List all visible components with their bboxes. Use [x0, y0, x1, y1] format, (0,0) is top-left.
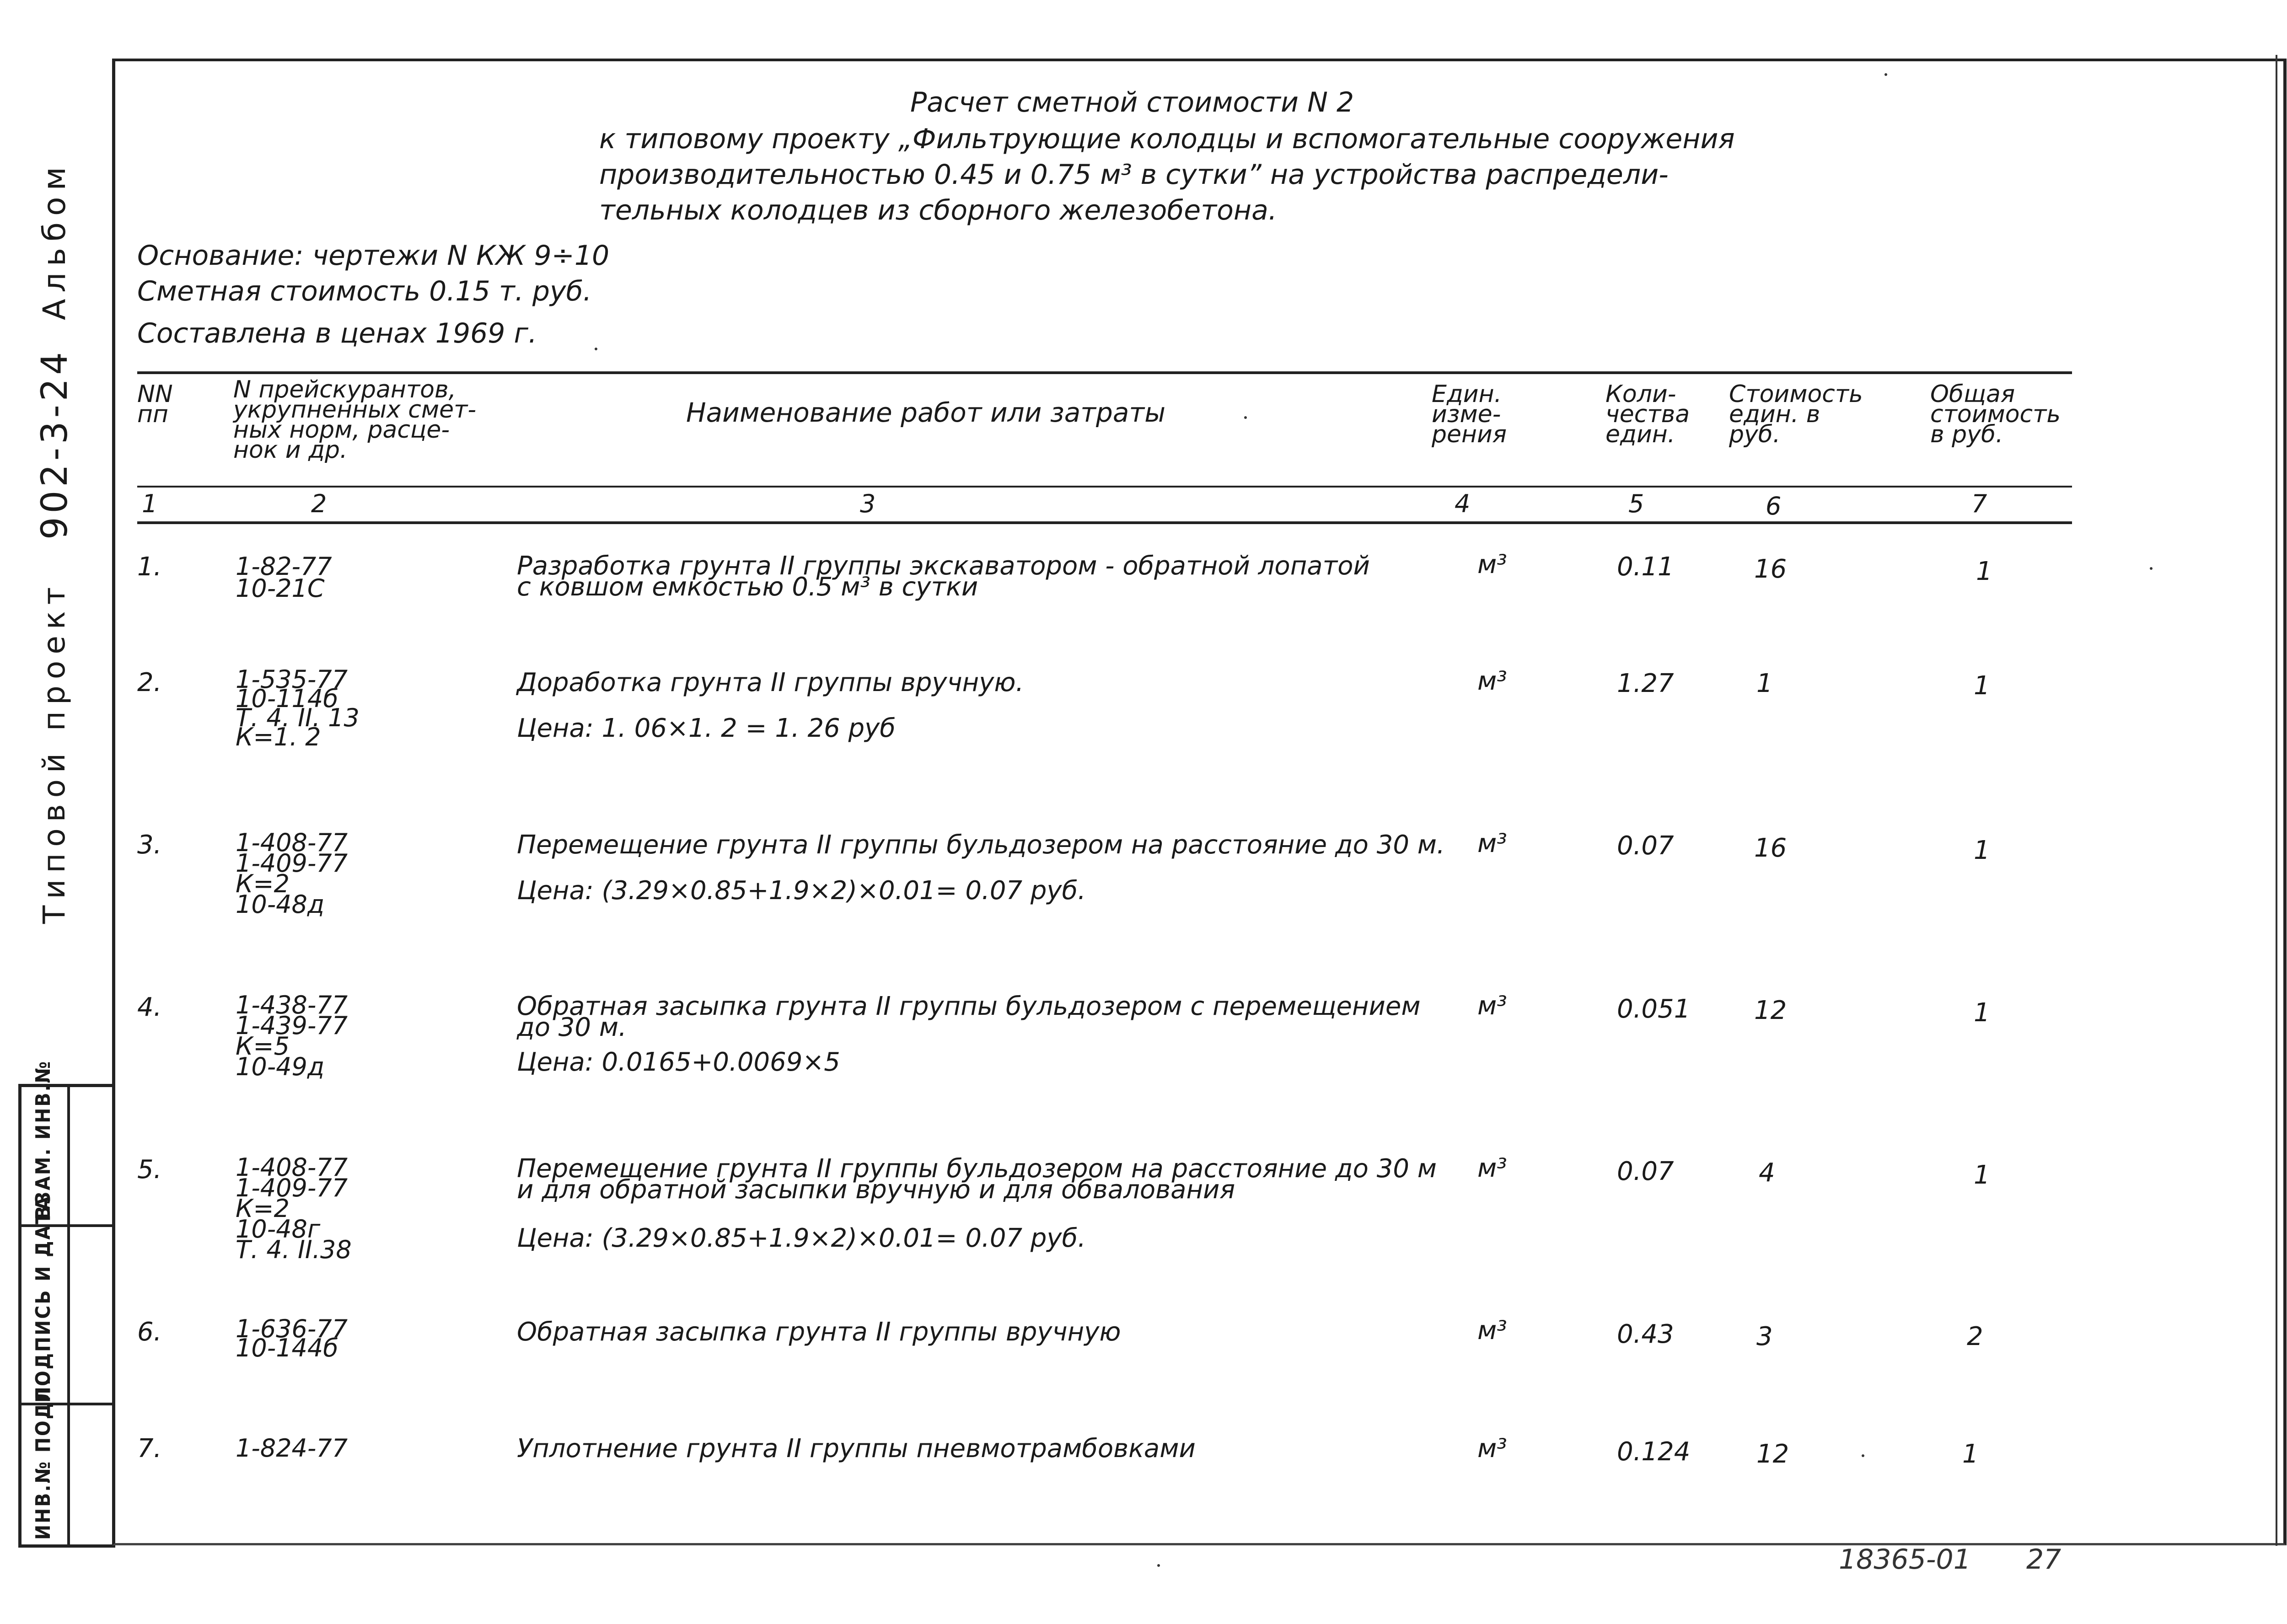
row-price: Цена: 0.0165+0.0069×5 [517, 1047, 840, 1077]
row-code: 1-636-77 10-144б [236, 1314, 348, 1362]
scan-speck [2150, 567, 2153, 570]
row-code: 1-535-77 10-114б Т. 4. II. 13 К=1. 2 [236, 665, 360, 751]
row-work: Доработка грунта II группы вручную. [517, 668, 1024, 697]
scan-speck [1884, 73, 1887, 76]
row-unit: м³ [1477, 829, 1507, 858]
stamp-vzam-label: ВЗАМ. ИНВ.№ [32, 1060, 55, 1220]
project-type-label: Типовой проект [37, 580, 72, 924]
row-qty: 0.07 [1617, 1157, 1674, 1186]
row-total: 2 [1967, 1322, 1983, 1351]
row-unit-cost: 1 [1756, 669, 1773, 698]
row-work: Обратная засыпка грунта II группы вручную [517, 1317, 1121, 1347]
row-total: 1 [1976, 557, 1992, 586]
col-num-1: 1 [142, 489, 158, 518]
row-work: Уплотнение грунта II группы пневмотрамбовками [517, 1434, 1196, 1463]
row-code: 1-408-77 1-409-77 К=2 10-48г Т. 4. II.38 [236, 1153, 352, 1264]
row-code: 1-408-77 1-409-77 К=2 10-48д [236, 828, 348, 919]
row-number: 7. [137, 1434, 162, 1463]
row-qty: 0.124 [1617, 1437, 1691, 1467]
row-qty: 0.051 [1617, 994, 1691, 1024]
row-price: Цена: 1. 06×1. 2 = 1. 26 руб [517, 713, 896, 743]
row-unit: м³ [1477, 1434, 1507, 1463]
row-total: 1 [1974, 671, 1990, 701]
header-pricelist: N прейскурантов, укрупненных смет- ных норм, расце- нок и др. [233, 376, 477, 464]
colnum-bottom-rule [137, 521, 2072, 524]
row-price: Цена: (3.29×0.85+1.9×2)×0.01= 0.07 руб. [517, 876, 1086, 906]
approval-stamp [18, 1060, 115, 1548]
album-label: Альбом [37, 161, 73, 320]
stamp-inv-label: ИНВ.№ ПОДЛ. [32, 1377, 55, 1540]
header-total-cost: Общая стоимость в руб. [1930, 381, 2061, 448]
stamp-podpis-label: ПОДПИСЬ И ДАТА [32, 1195, 55, 1403]
header-nn: NN пп [137, 381, 173, 428]
row-unit-cost: 16 [1754, 554, 1787, 584]
row-qty: 1.27 [1617, 669, 1674, 698]
row-unit-cost: 12 [1756, 1439, 1789, 1469]
row-unit-cost: 3 [1756, 1322, 1773, 1351]
basis-prices: Составлена в ценах 1969 г. [137, 317, 537, 349]
doc-subtitle-line2: производительностью 0.45 и 0.75 м³ в сутки” на устройства распредели- [599, 159, 1669, 191]
basis-drawings: Основание: чертежи N КЖ 9÷10 [137, 240, 610, 272]
sheet-code: 18365-01 [1839, 1544, 1971, 1576]
row-price: Цена: (3.29×0.85+1.9×2)×0.01= 0.07 руб. [517, 1223, 1086, 1253]
row-number: 4. [137, 992, 162, 1022]
row-code: 1-824-77 [236, 1434, 348, 1463]
col-num-7: 7 [1971, 489, 1987, 518]
row-unit-cost: 4 [1759, 1158, 1775, 1188]
row-unit-cost: 12 [1754, 996, 1787, 1025]
row-total: 1 [1974, 1160, 1990, 1190]
scan-speck [1244, 416, 1247, 419]
table-top-rule [137, 371, 2072, 374]
row-unit: м³ [1477, 666, 1507, 696]
doc-subtitle-line1: к типовому проекту „Фильтрующие колодцы и вспомогательные сооружения [599, 123, 1735, 155]
scan-speck [1862, 1454, 1864, 1457]
row-work: Разработка грунта II группы экскаватором - обратной лопатой с ковшом емкостью 0.5 м³ в сутки [517, 551, 1370, 602]
row-number: 1. [137, 552, 162, 582]
row-unit-cost: 16 [1754, 833, 1787, 863]
header-unit-cost: Стоимость един. в руб. [1729, 381, 1863, 448]
row-total: 1 [1962, 1439, 1979, 1469]
row-unit: м³ [1477, 1316, 1507, 1345]
row-work: Обратная засыпка грунта II группы бульдозером с перемещением до 30 м. [517, 992, 1421, 1042]
scan-speck [1157, 1564, 1160, 1567]
row-qty: 0.07 [1617, 831, 1674, 861]
row-code: 1-438-77 1-439-77 К=5 10-49д [236, 991, 348, 1081]
doc-title: Расчет сметной стоимости N 2 [910, 86, 1354, 118]
row-work: Перемещение грунта II группы бульдозером на расстояние до 30 м и для обратной засыпки вручную и для обвалования [517, 1154, 1437, 1205]
doc-subtitle-line3: тельных колодцев из сборного железобетона. [599, 194, 1277, 226]
frame-right-double-line [2276, 55, 2277, 1546]
scan-speck [595, 348, 597, 350]
header-quantity: Коли- чества един. [1605, 381, 1690, 448]
row-number: 2. [137, 668, 162, 697]
basis-cost: Сметная стоимость 0.15 т. руб. [137, 275, 592, 307]
project-code: 902-3-24 [34, 348, 75, 540]
col-num-5: 5 [1628, 489, 1644, 518]
col-num-4: 4 [1455, 489, 1471, 518]
row-number: 6. [137, 1317, 162, 1347]
row-qty: 0.11 [1617, 552, 1674, 582]
row-number: 3. [137, 830, 162, 860]
row-unit: м³ [1477, 991, 1507, 1021]
row-unit: м³ [1477, 550, 1507, 579]
row-number: 5. [137, 1155, 162, 1185]
header-work-name: Наименование работ или затраты [686, 397, 1165, 428]
row-unit: м³ [1477, 1153, 1507, 1183]
col-num-3: 3 [860, 489, 876, 518]
row-total: 1 [1974, 836, 1990, 865]
header-bottom-rule [137, 486, 2072, 488]
col-num-2: 2 [311, 489, 327, 518]
row-total: 1 [1974, 998, 1990, 1028]
col-num-6: 6 [1766, 492, 1782, 520]
row-work: Перемещение грунта II группы бульдозером на расстояние до 30 м. [517, 830, 1445, 860]
row-qty: 0.43 [1617, 1319, 1674, 1349]
row-code: 1-82-77 10-21С [236, 552, 332, 603]
header-unit: Един. изме- рения [1432, 381, 1507, 448]
page-number: 27 [2026, 1544, 2062, 1576]
